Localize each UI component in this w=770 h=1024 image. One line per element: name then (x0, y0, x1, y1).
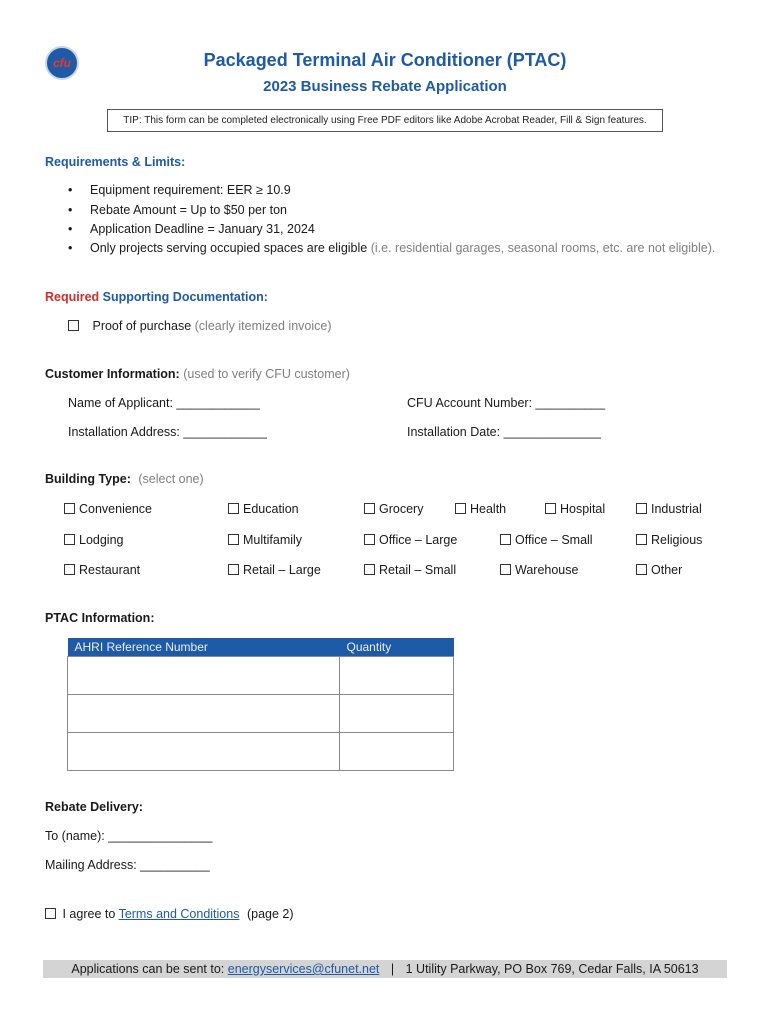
checkbox-icon[interactable] (636, 503, 647, 514)
checkbox-icon[interactable] (500, 534, 511, 545)
proof-label: Proof of purchase (92, 319, 192, 333)
checkbox-icon[interactable] (636, 534, 647, 545)
supporting-docs-heading (45, 290, 268, 304)
requirement-item (68, 222, 315, 236)
requirement-note: (i.e. residential garages, seasonal rooms, etc. are not eligible). (370, 241, 716, 255)
ahri-column-header: AHRI Reference Number (68, 638, 340, 656)
bullet-icon: • (68, 222, 73, 236)
terms-link[interactable]: Terms and Conditions (118, 907, 240, 921)
option-label: Convenience (79, 502, 152, 516)
option-label: Office – Large (379, 533, 458, 547)
bullet-icon: • (68, 183, 73, 197)
ptac-info-heading: PTAC Information: (45, 611, 155, 625)
building-type-note: (select one) (138, 472, 204, 486)
requirement-text: Application Deadline = January 31, 2024 (90, 222, 315, 236)
building-option[interactable] (364, 533, 457, 547)
building-option[interactable] (64, 533, 124, 547)
building-type-label: Building Type: (45, 472, 131, 486)
checkbox-icon[interactable] (64, 503, 75, 514)
table-row (68, 732, 454, 770)
customer-info-note: (used to verify CFU customer) (183, 367, 350, 381)
building-option[interactable] (364, 563, 456, 577)
bullet-icon: • (68, 203, 73, 217)
installation-date-field[interactable]: Installation Date: ______________ (407, 425, 601, 439)
requirement-text: Rebate Amount = Up to $50 per ton (90, 203, 288, 217)
footer-bar (43, 960, 727, 978)
building-option[interactable] (455, 502, 506, 516)
building-option[interactable] (636, 563, 682, 577)
quantity-column-header: Quantity (340, 638, 454, 656)
checkbox-icon[interactable] (364, 503, 375, 514)
building-option[interactable] (500, 563, 578, 577)
building-option[interactable] (64, 502, 152, 516)
recipient-name-field[interactable]: To (name): _______________ (45, 829, 213, 843)
requirement-item (68, 241, 715, 255)
tip-box: TIP: This form can be completed electronically using Free PDF editors like Adobe Acrobat Reader, Fill & Sign features. (107, 109, 663, 132)
proof-of-purchase-row (68, 319, 332, 333)
option-label: Retail – Large (243, 563, 321, 577)
option-label: Multifamily (243, 533, 303, 547)
bullet-icon: • (68, 241, 73, 255)
option-label: Warehouse (515, 563, 579, 577)
quantity-cell[interactable] (340, 732, 454, 770)
supporting-docs-label: Supporting Documentation: (102, 290, 268, 304)
agree-checkbox[interactable] (45, 908, 56, 919)
option-label: Education (243, 502, 299, 516)
building-option[interactable] (636, 533, 702, 547)
checkbox-icon[interactable] (455, 503, 466, 514)
building-option[interactable] (228, 502, 299, 516)
building-option[interactable] (228, 563, 321, 577)
ptac-table (67, 638, 454, 771)
checkbox-icon[interactable] (228, 503, 239, 514)
option-label: Lodging (79, 533, 124, 547)
requirement-item (68, 203, 287, 217)
requirement-text: Only projects serving occupied spaces are eligible (90, 241, 368, 255)
mailing-address-field[interactable]: Mailing Address: __________ (45, 858, 210, 872)
checkbox-icon[interactable] (228, 534, 239, 545)
rebate-delivery-heading: Rebate Delivery: (45, 800, 143, 814)
agree-row (45, 907, 294, 921)
ahri-cell[interactable] (68, 656, 340, 694)
building-option[interactable] (545, 502, 605, 516)
table-row (68, 694, 454, 732)
option-label: Health (470, 502, 507, 516)
proof-checkbox[interactable] (68, 320, 79, 331)
installation-address-field[interactable]: Installation Address: ____________ (68, 425, 267, 439)
option-label: Grocery (379, 502, 424, 516)
ahri-cell[interactable] (68, 732, 340, 770)
checkbox-icon[interactable] (545, 503, 556, 514)
ahri-cell[interactable] (68, 694, 340, 732)
table-header-row (68, 638, 454, 656)
building-option[interactable] (228, 533, 302, 547)
email-link[interactable]: energyservices@cfunet.net (227, 962, 380, 976)
option-label: Industrial (651, 502, 702, 516)
account-number-field[interactable]: CFU Account Number: __________ (407, 396, 606, 410)
footer-prefix: Applications can be sent to: (71, 962, 225, 976)
customer-info-label: Customer Information: (45, 367, 180, 381)
quantity-cell[interactable] (340, 656, 454, 694)
option-label: Office – Small (515, 533, 593, 547)
requirements-heading: Requirements & Limits: (45, 155, 186, 169)
required-label: Required (45, 290, 100, 304)
table-row (68, 656, 454, 694)
requirement-text: Equipment requirement: EER ≥ 10.9 (90, 183, 291, 197)
option-label: Retail – Small (379, 563, 457, 577)
quantity-cell[interactable] (340, 694, 454, 732)
form-title: Packaged Terminal Air Conditioner (PTAC) (203, 50, 567, 70)
footer-address: 1 Utility Parkway, PO Box 769, Cedar Falls, IA 50613 (405, 962, 699, 976)
checkbox-icon[interactable] (228, 564, 239, 575)
agree-prefix: I agree to (62, 907, 116, 921)
proof-note: (clearly itemized invoice) (194, 319, 332, 333)
building-option[interactable] (64, 563, 140, 577)
building-option[interactable] (636, 502, 702, 516)
building-option[interactable] (500, 533, 593, 547)
requirement-item (68, 183, 291, 197)
option-label: Religious (651, 533, 703, 547)
building-option[interactable] (364, 502, 423, 516)
checkbox-icon[interactable] (64, 534, 75, 545)
form-subtitle: 2023 Business Rebate Application (263, 78, 507, 95)
agree-suffix: (page 2) (246, 907, 294, 921)
checkbox-icon[interactable] (636, 564, 647, 575)
option-label: Hospital (560, 502, 606, 516)
building-type-heading (45, 472, 204, 486)
applicant-name-field[interactable]: Name of Applicant: ____________ (68, 396, 260, 410)
checkbox-icon[interactable] (64, 564, 75, 575)
checkbox-icon[interactable] (364, 564, 375, 575)
option-label: Other (651, 563, 683, 577)
logo-text: cfu (53, 56, 71, 70)
checkbox-icon[interactable] (500, 564, 511, 575)
checkbox-icon[interactable] (364, 534, 375, 545)
footer-separator: | (390, 962, 395, 976)
customer-info-heading (45, 367, 350, 381)
option-label: Restaurant (79, 563, 141, 577)
